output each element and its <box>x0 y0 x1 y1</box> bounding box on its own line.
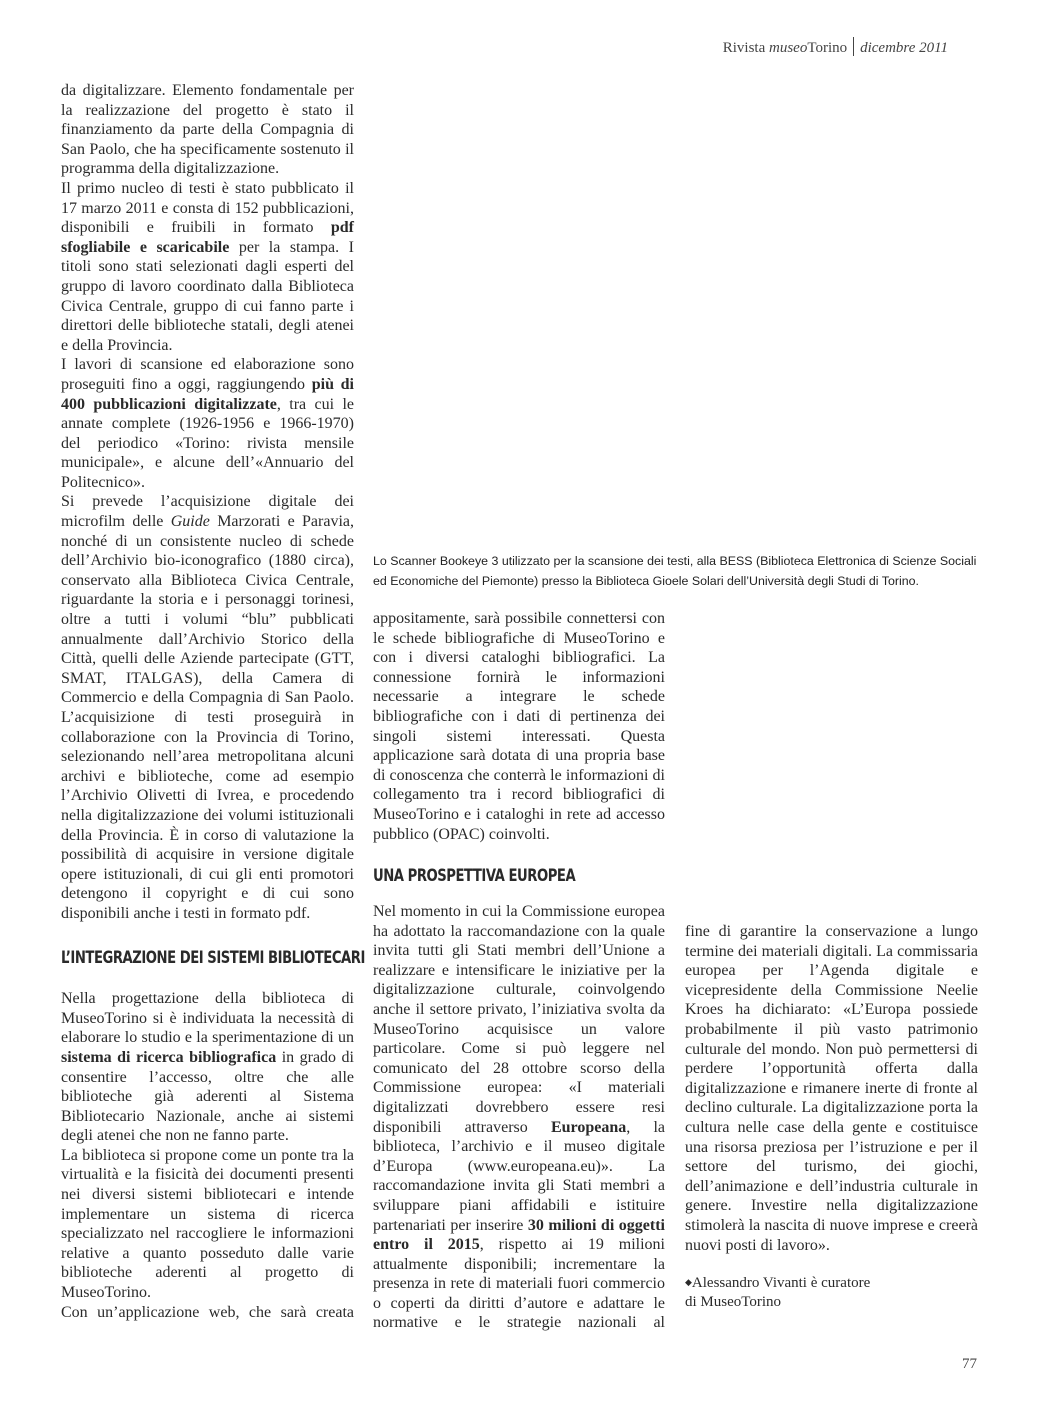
paragraph: fine di garantire la conservazione a lungo termine dei materiali digitali. La commissaria europea per l’Agenda digitale e vicepresidente della Commissione Neelie Kroes ha dichiarato: «L’Europa possiede probabilmente il più vasto patrimonio culturale del mondo. Non può permettersi di perdere l’opportunità offerta dalla digitalizzazione e rimanere inerte di fronte al declino culturale. La digitalizzazione porta la cultura nelle case della gente e costituisce una risorsa preziosa per l’istruzione e per il settore del turismo, dei giochi, dell’animazione e dell’industria culturale in genere. Investire nella digitalizzazione stimolerà la nascita di nuove imprese e creerà nuovi posti di lavoro». <box>685 923 978 1254</box>
paragraph: appositamente, sarà possibile connettersi con le schede bibliografiche di MuseoTorino e con i diversi cataloghi bibliografici. La connessione fornirà le informazioni necessarie a integrare le schede bibliografiche con i dati di pertinenza dei singoli sistemi interessati. Questa applicazione sarà dotata di una propria base di conoscenza che conterrà le informazioni di collegamento tra i record bibliografici di MuseoTorino e i cataloghi in rete ad accesso pubblico (OPAC) coinvolti. <box>373 610 665 843</box>
column-left <box>61 81 365 1322</box>
paragraph: I lavori di scansione ed elaborazione sono proseguiti fino a oggi, raggiungendo più di 400 pubblicazioni digitalizzate, tra cui le annate complete (1926-1956 e 1966-1970) del periodico «Torino: rivista mensile municipale», e alcune dell’«Annuario del Politecnico». <box>61 356 355 491</box>
section-heading: L’INTEGRAZIONE DEI SISTEMI BIBLIOTECARI <box>61 947 365 967</box>
author-credit: ◆Alessandro Vivanti è curatore di MuseoTorino <box>685 1275 871 1311</box>
running-header <box>723 37 948 57</box>
section-heading: UNA PROSPETTIVA EUROPEA <box>373 866 576 886</box>
page-number: 77 <box>962 1356 977 1372</box>
column-middle-continued <box>373 902 665 1333</box>
header-separator <box>853 37 854 56</box>
photo-caption: Lo Scanner Bookeye 3 utilizzato per la scansione dei testi, alla BESS (Biblioteca Elettronica di Scienze Sociali ed Economiche del Piemonte) presso la Biblioteca Gioele Solari dell’Università degli Studi di Torino. <box>373 554 977 588</box>
paragraph: Si prevede l’acquisizione digitale dei microfilm delle Guide Marzorati e Paravia, nonché di un consistente nucleo di schede dell’Archivio bio-iconografico (1880 circa), conservato alla Biblioteca Civica Centrale, riguardante la storia e i personaggi torinesi, oltre a tutti i volumi “blu” pubblicati annualmente dall’Archivio Storico della Città, quelli delle Aziende partecipate (GTT, SMAT, ITALGAS), della Camera di Commercio e della Compagnia di San Paolo. L’acquisizione di testi proseguirà in collaborazione con la Provincia di Torino, selezionando nell’area metropolitana alcuni archivi e biblioteche, come ad esempio l’Archivio Olivetti di Ivrea, e procedendo nella digitalizzazione dei volumi istituzionali della Provincia. È in corso di valutazione la possibilità di acquisire in versione digitale opere istituzionali, di cui gli enti promotori detengono il copyright e di cui sono disponibili anche i testi in formato pdf. <box>61 493 355 922</box>
paragraph: Nel momento in cui la Commissione europea ha adottato la raccomandazione con la quale invita tutti gli Stati membri dell’Unione a realizzare e intensificare le iniziative per la digitalizzazione culturale, coinvolgendo anche il settore privato, l’iniziativa svolta da MuseoTorino acquisisce un valore particolare. Come si può leggere nel comunicato del 28 ottobre scorso della Commissione europea: «I materiali digitalizzati dovrebbero essere resi disponibili attraverso Europeana, la biblioteca, l’archivio e il museo digitale d’Europa (www.europeana.eu)». La raccomandazione invita gli Stati membri a sviluppare piani affidabili e istituire partenariati per inserire 30 milioni di oggetti entro il 2015, rispetto ai 19 milioni attualmente disponibili; incrementare la presenza in rete di materiali fuori commercio o coperti da diritti d’autore e adattare le normative e le strategie nazionali al <box>373 903 666 1332</box>
column-middle <box>373 609 665 886</box>
paragraph: da digitalizzare. Elemento fondamentale per la realizzazione del progetto è stato il finanziamento da parte della Compagnia di San Paolo, che ha specificamente sostenuto il programma della digitalizzazione. <box>61 82 354 178</box>
column-right <box>685 922 978 1312</box>
paragraph: Il primo nucleo di testi è stato pubblicato il 17 marzo 2011 e consta di 152 pubblicazioni, disponibili e fruibili in formato pdf sfogliabile e scaricabile per la stampa. I titoli sono stati selezionati dagli esperti del gruppo di lavoro coordinato dalla Biblioteca Civica Centrale, gruppo di cui fanno parte i direttori delle biblioteche statali, degli atenei e della Provincia. <box>61 179 354 354</box>
paragraph: Nella progettazione della biblioteca di MuseoTorino si è individuata la necessità di elaborare lo studio e la sperimentazione di un sistema di ricerca bibliografica in grado di consentire l’accesso, oltre che alle biblioteche già aderenti al Sistema Bibliotecario Nazionale, anche ai sistemi degli atenei che non ne fanno parte. <box>61 990 354 1145</box>
diamond-icon: ◆ <box>685 1277 692 1288</box>
header-rivista: Rivista <box>722 40 769 56</box>
header-torino: Torino <box>807 40 848 56</box>
header-museo: museo <box>769 40 808 56</box>
paragraph: Con un’applicazione web, che sarà creata <box>61 1303 354 1321</box>
paragraph: La biblioteca si propone come un ponte tra la virtualità e la fisicità dei documenti presenti nei diversi sistemi bibliotecari e intende implementare un sistema di ricerca specializzato nel raccogliere le informazioni relative a quanto posseduto dalle varie biblioteche aderenti al progetto di MuseoTorino. <box>61 1146 354 1302</box>
header-date: dicembre 2011 <box>860 40 948 56</box>
